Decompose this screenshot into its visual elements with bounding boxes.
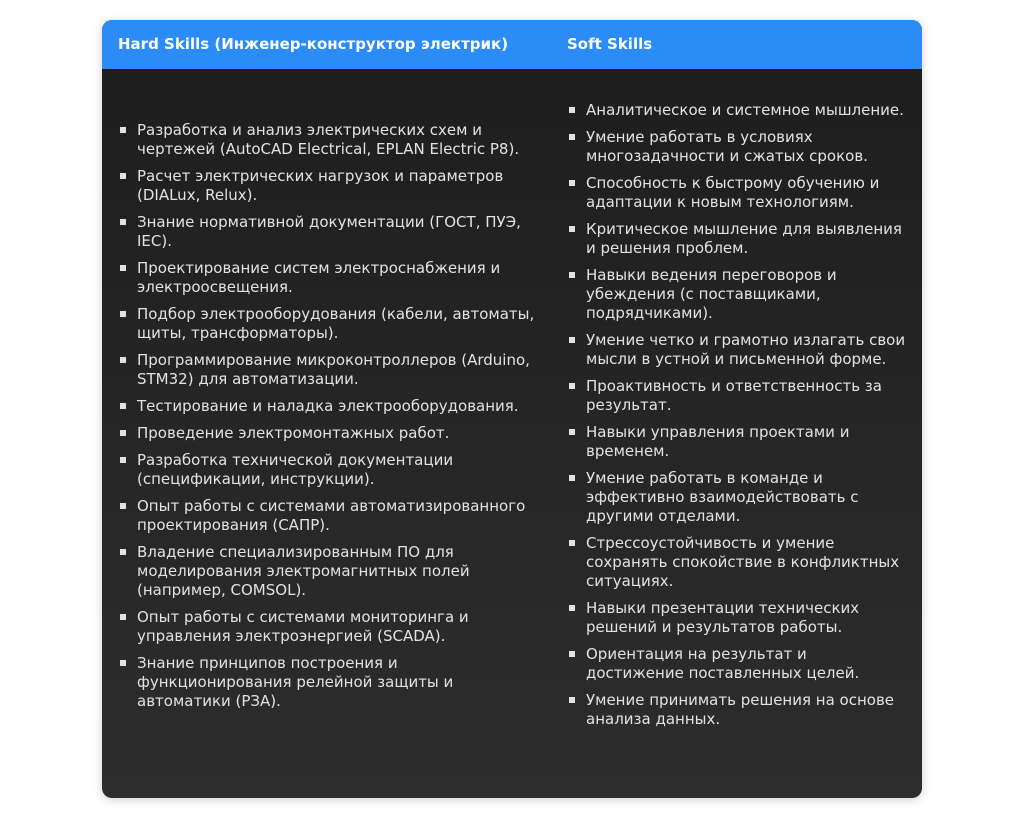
header-hard-skills: Hard Skills (Инженер-конструктор электрик) [118, 35, 509, 53]
bullet-icon [120, 357, 126, 363]
bullet-icon [120, 549, 126, 555]
list-item-text: Умение принимать решения на основе анализа данных. [586, 691, 895, 728]
bullet-icon [569, 605, 575, 611]
list-item-text: Подбор электрооборудования (кабели, автоматы, щиты, трансформаторы). [137, 305, 535, 342]
bullet-icon [569, 540, 575, 546]
list-item [118, 424, 538, 443]
bullet-icon [569, 180, 575, 186]
list-item [567, 220, 909, 258]
bullet-icon [120, 219, 126, 225]
list-item [118, 121, 538, 159]
list-item [567, 469, 909, 526]
list-item-text: Стрессоустойчивость и умение сохранять спокойствие в конфликтных ситуациях. [586, 534, 900, 590]
list-item [567, 174, 909, 212]
list-item-text: Опыт работы с системами автоматизированного проектирования (САПР). [137, 497, 526, 534]
bullet-icon [569, 134, 575, 140]
bullet-icon [569, 272, 575, 278]
bullet-icon [569, 337, 575, 343]
list-item [118, 608, 538, 646]
list-item [118, 305, 538, 343]
bullet-icon [569, 651, 575, 657]
list-item [567, 599, 909, 637]
list-item-text: Аналитическое и системное мышление. [586, 101, 904, 119]
skills-table [102, 20, 922, 798]
hard-skills-list [118, 121, 538, 719]
list-item-text: Знание принципов построения и функционирования релейной защиты и автоматики (РЗА). [137, 654, 454, 710]
list-item-text: Умение работать в команде и эффективно взаимодействовать с другими отделами. [586, 469, 859, 525]
list-item [118, 351, 538, 389]
list-item-text: Способность к быстрому обучению и адаптации к новым технологиям. [586, 174, 880, 211]
list-item [118, 397, 538, 416]
list-item-text: Навыки управления проектами и временем. [586, 423, 850, 460]
list-item [567, 101, 909, 120]
list-item [567, 534, 909, 591]
list-item-text: Умение работать в условиях многозадачности и сжатых сроков. [586, 128, 868, 165]
list-item [118, 167, 538, 205]
bullet-icon [569, 107, 575, 113]
list-item-text: Проактивность и ответственность за результат. [586, 377, 882, 414]
list-item-text: Разработка и анализ электрических схем и чертежей (AutoCAD Electrical, EPLAN Electric P8). [137, 121, 520, 158]
list-item [118, 213, 538, 251]
list-item-text: Критическое мышление для выявления и решения проблем. [586, 220, 902, 257]
bullet-icon [569, 383, 575, 389]
bullet-icon [120, 430, 126, 436]
list-item [567, 691, 909, 729]
list-item-text: Опыт работы с системами мониторинга и управления электроэнергией (SCADA). [137, 608, 469, 645]
list-item-text: Навыки ведения переговоров и убеждения (с поставщиками, подрядчиками). [586, 266, 837, 322]
list-item-text: Навыки презентации технических решений и результатов работы. [586, 599, 860, 636]
list-item [567, 128, 909, 166]
list-item [567, 645, 909, 683]
list-item [567, 266, 909, 323]
list-item [118, 543, 538, 600]
list-item [567, 377, 909, 415]
bullet-icon [120, 457, 126, 463]
bullet-icon [569, 226, 575, 232]
bullet-icon [120, 173, 126, 179]
list-item-text: Проектирование систем электроснабжения и электроосвещения. [137, 259, 501, 296]
list-item-text: Владение специализированным ПО для моделирования электромагнитных полей (например, COMSOL). [137, 543, 470, 599]
bullet-icon [120, 660, 126, 666]
list-item-text: Расчет электрических нагрузок и параметров (DIALux, Relux). [137, 167, 504, 204]
list-item [118, 654, 538, 711]
header-soft-skills: Soft Skills [567, 35, 653, 53]
list-item [567, 331, 909, 369]
bullet-icon [569, 429, 575, 435]
list-item-text: Проведение электромонтажных работ. [137, 424, 450, 442]
list-item-text: Программирование микроконтроллеров (Arduino, STM32) для автоматизации. [137, 351, 530, 388]
list-item [118, 497, 538, 535]
soft-skills-list [567, 101, 909, 737]
list-item-text: Ориентация на результат и достижение поставленных целей. [586, 645, 860, 682]
bullet-icon [120, 265, 126, 271]
bullet-icon [120, 614, 126, 620]
list-item-text: Умение четко и грамотно излагать свои мысли в устной и письменной форме. [586, 331, 906, 368]
list-item-text: Разработка технической документации (спецификации, инструкции). [137, 451, 454, 488]
list-item [118, 259, 538, 297]
bullet-icon [120, 503, 126, 509]
list-item-text: Знание нормативной документации (ГОСТ, ПУЭ, IEC). [137, 213, 521, 250]
table-header [102, 20, 922, 70]
bullet-icon [120, 127, 126, 133]
bullet-icon [569, 475, 575, 481]
list-item-text: Тестирование и наладка электрооборудования. [137, 397, 519, 415]
bullet-icon [120, 403, 126, 409]
bullet-icon [569, 697, 575, 703]
bullet-icon [120, 311, 126, 317]
list-item [118, 451, 538, 489]
list-item [567, 423, 909, 461]
